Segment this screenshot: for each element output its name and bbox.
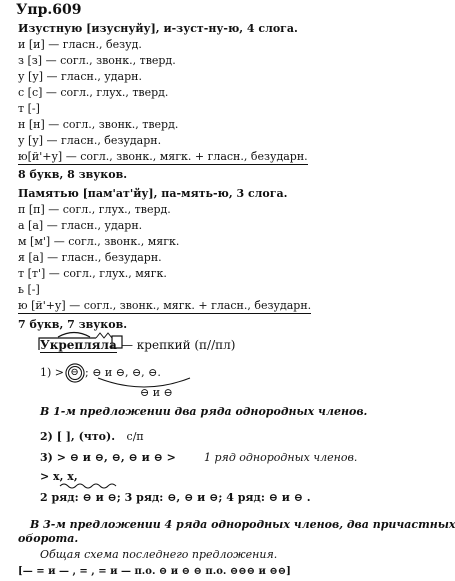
word1-row: у [у] — гласн., ударн. xyxy=(18,70,142,83)
conclusion-line: оборота. xyxy=(18,532,79,545)
morpheme-marks xyxy=(38,334,158,354)
exercise-title: Упр.609 xyxy=(16,2,82,18)
word1-row: т [-] xyxy=(18,102,40,115)
s3-scheme xyxy=(40,451,176,464)
s3-note: 1 ряд однородных членов. xyxy=(204,451,358,464)
s1-note: В 1-м предложении два ряда однородных членов. xyxy=(40,405,368,418)
morph-word-text: Укрепляла xyxy=(40,338,117,352)
word2-summary: 7 букв, 7 звуков. xyxy=(18,318,128,331)
word1-row: н [н] — согл., звонк., тверд. xyxy=(18,118,179,131)
word1-row: ю[й'+у] — согл., звонк., мягк. + гласн., безударн. xyxy=(18,150,308,163)
word2-row: м [м'] — согл., звонк., мягк. xyxy=(18,235,180,248)
s1-line: ; ⊖ и ⊖, ⊖, ⊖. xyxy=(85,366,161,379)
s3-line: ⊖ и ⊖, ⊖, ⊖ и ⊖ > xyxy=(69,451,176,464)
word2-row: ю [й'+у] — согл., звонк., мягк. + гласн., безударн. xyxy=(18,299,312,312)
word1-row: с [с] — согл., глух., тверд. xyxy=(18,86,169,99)
word1-row: у [у] — гласн., безударн. xyxy=(18,134,162,147)
word2-heading: Памятью [пам'ат'йу], па-мять-ю, 3 слога. xyxy=(18,187,288,200)
s1-sub: ⊖ и ⊖ xyxy=(140,386,173,399)
s2-rest: с/п xyxy=(126,430,144,443)
s2-num: 2) [ ], (что). xyxy=(40,430,116,443)
s2-scheme xyxy=(40,430,144,443)
general-scheme: [— = и — , = , = и — п.о. ⊖ и ⊖ ⊖ п.о. ⊖⊖⊖ и ⊖⊖] xyxy=(18,566,291,577)
word2-row: ь [-] xyxy=(18,283,40,296)
word1-heading: Изустную [изуснуйу], и-зуст-ну-ю, 4 слога. xyxy=(18,22,298,35)
predicate-symbol-icon: ⊖ xyxy=(68,366,82,380)
s3-num: 3) > xyxy=(40,451,66,464)
s1-num: 1) > xyxy=(40,366,65,379)
conclusion-line: В 3-м предложении 4 ряда однородных членов, два причастных xyxy=(30,518,455,531)
word1-row: и [и] — гласн., безуд. xyxy=(18,38,142,51)
morph-word-rest: — крепкий (п//пл) xyxy=(120,338,236,352)
s3-wavy-underline-icon xyxy=(60,482,120,490)
word1-summary: 8 букв, 8 звуков. xyxy=(18,168,128,181)
word2-row: п [п] — согл., глух., тверд. xyxy=(18,203,171,216)
scheme-title: Общая схема последнего предложения. xyxy=(40,548,278,561)
word2-row: т [т'] — согл., глух., мягк. xyxy=(18,267,167,280)
word2-row: я [а] — гласн., безударн. xyxy=(18,251,162,264)
word2-row: а [а] — гласн., ударн. xyxy=(18,219,143,232)
word1-row: з [з] — согл., звонк., тверд. xyxy=(18,54,176,67)
s3-xline: > x, x, xyxy=(40,470,78,483)
rows-list: 2 ряд: ⊖ и ⊖; 3 ряд: ⊖, ⊖ и ⊖; 4 ряд: ⊖ и ⊖ . xyxy=(40,491,311,504)
